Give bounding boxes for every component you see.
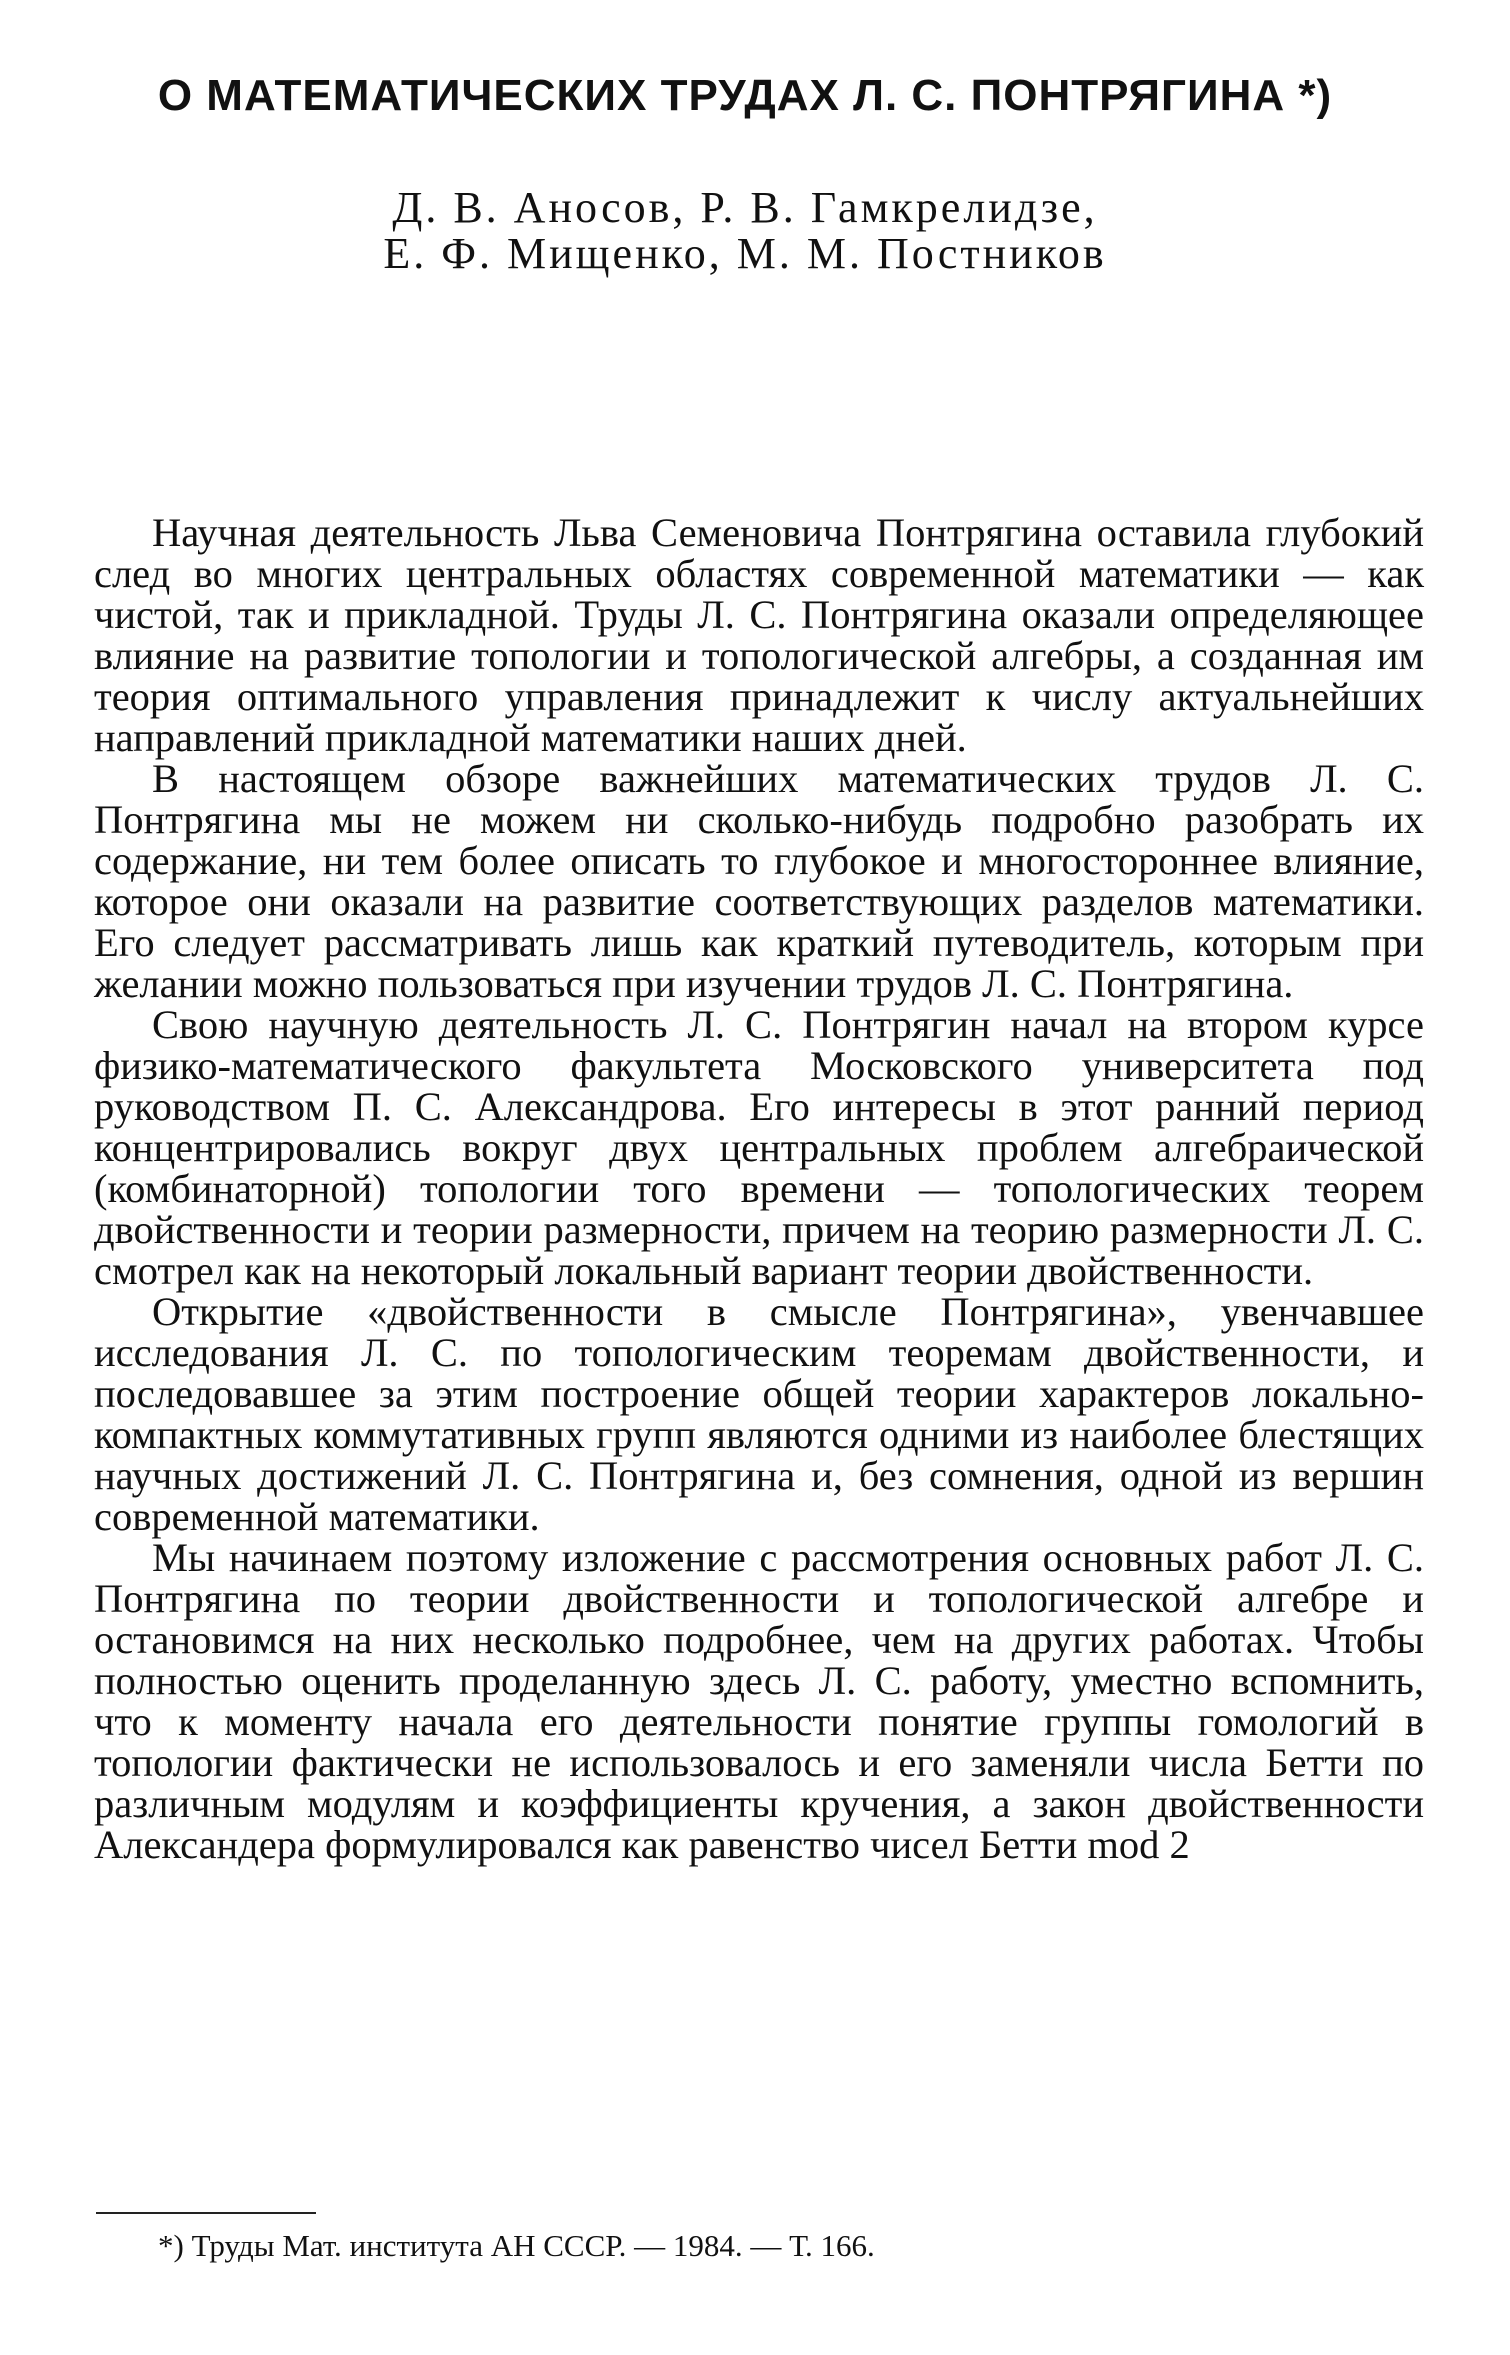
paragraph: Открытие «двойственности в смысле Понтрягина», увенчавшее исследования Л. С. по топологическим теоремам двойственности, и последовавшее за этим построение общей теории характеров локально-компактных коммутативных групп являются одними из наиболее блестящих научных достижений Л. С. Понтрягина и, без сомнения, одной из вершин современной математики.: [94, 1289, 1424, 1539]
footnote: *) Труды Мат. института АН СССР. — 1984. — Т. 166.: [158, 2228, 875, 2263]
article-body: [94, 512, 1424, 1865]
paragraph: Свою научную деятельность Л. С. Понтрягин начал на втором курсе физико-математического факультета Московского университета под руководством П. С. Александрова. Его интересы в этот ранний период концентрировались вокруг двух центральных проблем алгебраической (комбинаторной) топологии того времени — топологических теорем двойственности и теории размерности, причем на теорию размерности Л. С. смотрел как на некоторый локальный вариант теории двойственности.: [94, 1002, 1424, 1293]
footnote-divider: [96, 2212, 316, 2214]
paragraph: Мы начинаем поэтому изложение с рассмотрения основных работ Л. С. Понтрягина по теории двойственности и топологической алгебре и остановимся на них несколько подробнее, чем на других работах. Чтобы полностью оценить проделанную здесь Л. С. работу, уместно вспомнить, что к моменту начала его деятельности понятие группы гомологий в топологии фактически не использовалось и его заменяли числа Бетти по различным модулям и коэффициенты кручения, а закон двойственности Александера формулировался как равенство чисел Бетти mod 2: [94, 1535, 1424, 1867]
paragraph: Научная деятельность Льва Семеновича Понтрягина оставила глубокий след во многих центральных областях современной математики — как чистой, так и прикладной. Труды Л. С. Понтрягина оказали определяющее влияние на развитие топологии и топологической алгебры, а созданная им теория оптимального управления принадлежит к числу актуальнейших направлений прикладной математики наших дней.: [94, 510, 1424, 760]
paragraph: В настоящем обзоре важнейших математических трудов Л. С. Понтрягина мы не можем ни сколько-нибудь подробно разобрать их содержание, ни тем более описать то глубокое и многостороннее влияние, которое они оказали на развитие соответствующих разделов математики. Его следует рассматривать лишь как краткий путеводитель, которым при желании можно пользоваться при изучении трудов Л. С. Понтрягина.: [94, 756, 1424, 1006]
authors-line: Д. В. Аносов, Р. В. Гамкрелидзе,: [392, 183, 1098, 232]
article-title: О МАТЕМАТИЧЕСКИХ ТРУДАХ Л. С. ПОНТРЯГИНА *): [157, 71, 1333, 120]
article-authors: [150, 185, 1340, 277]
authors-line: Е. Ф. Мищенко, М. М. Постников: [383, 229, 1107, 278]
